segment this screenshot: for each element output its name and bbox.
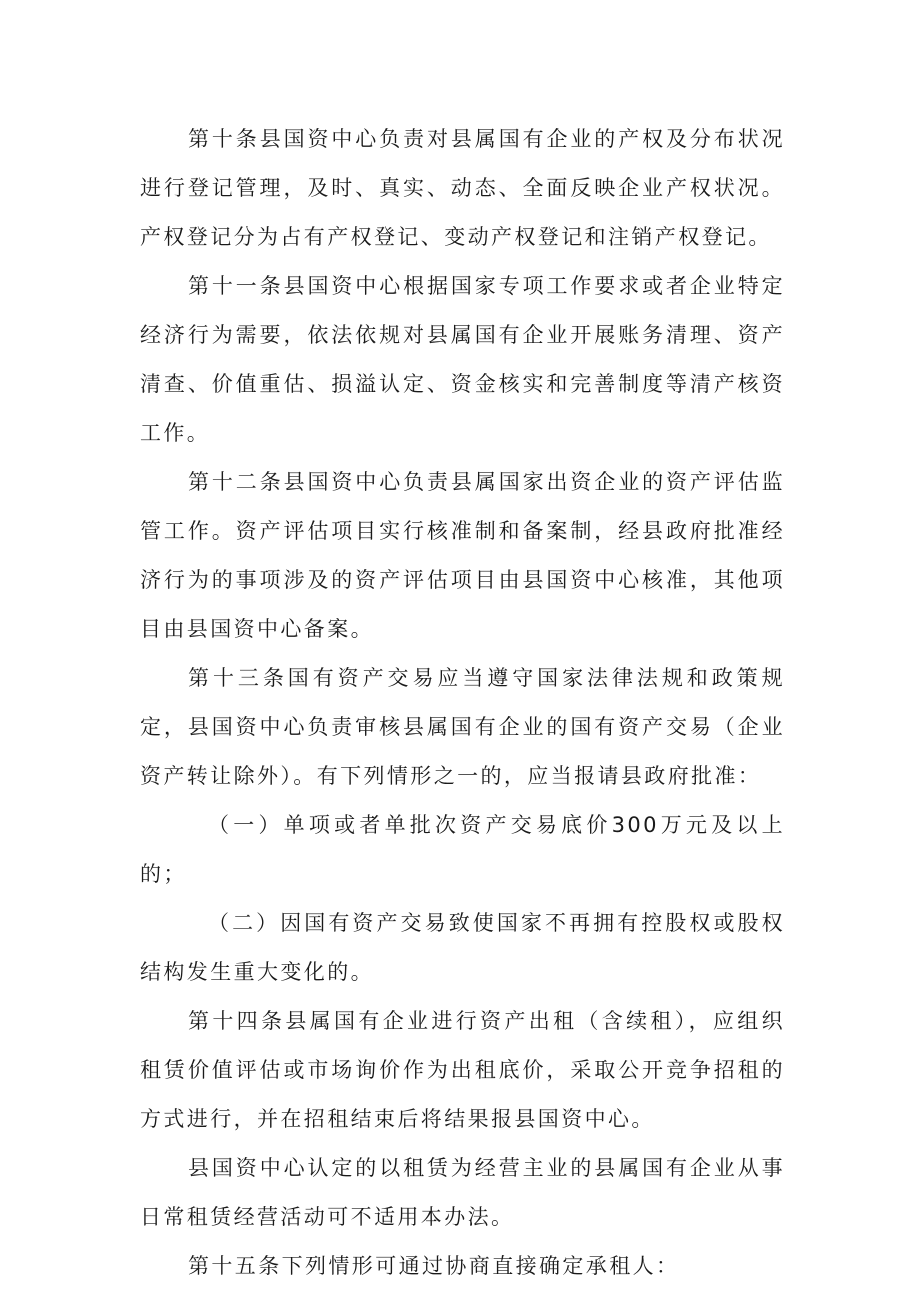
document-body xyxy=(140,115,785,1291)
article-12-paragraph: 第十二条县国资中心负责县属国家出资企业的资产评估监管工作。资产评估项目实行核准制和备案制，经县政府批准经济行为的事项涉及的资产评估项目由县国资中心核准，其他项目由县国资中心备案。 xyxy=(140,470,785,641)
article-13-item-2: （二）因国有资产交易致使国家不再拥有控股权或股权结构发生重大变化的。 xyxy=(140,911,785,984)
article-13-item-1: （一）单项或者单批次资产交易底价300万元及以上的； xyxy=(140,813,785,886)
article-11-paragraph: 第十一条县国资中心根据国家专项工作要求或者企业特定经济行为需要，依法依规对县属国有企业开展账务清理、资产清查、价值重估、损溢认定、资金核实和完善制度等清产核资工作。 xyxy=(140,274,785,445)
article-10-paragraph: 第十条县国资中心负责对县属国有企业的产权及分布状况进行登记管理，及时、真实、动态、全面反映企业产权状况。产权登记分为占有产权登记、变动产权登记和注销产权登记。 xyxy=(140,127,785,249)
article-13-paragraph: 第十三条国有资产交易应当遵守国家法律法规和政策规定，县国资中心负责审核县属国有企业的国有资产交易（企业资产转让除外）。有下列情形之一的，应当报请县政府批准： xyxy=(140,666,785,788)
article-15-paragraph: 第十五条下列情形可通过协商直接确定承租人： xyxy=(188,1254,680,1278)
article-14-paragraph: 第十四条县属国有企业进行资产出租（含续租），应组织租赁价值评估或市场询价作为出租底价，采取公开竞争招租的方式进行，并在招租结束后将结果报县国资中心。 xyxy=(140,1009,785,1131)
article-14-note-paragraph: 县国资中心认定的以租赁为经营主业的县属国有企业从事日常租赁经营活动可不适用本办法。 xyxy=(140,1156,785,1229)
